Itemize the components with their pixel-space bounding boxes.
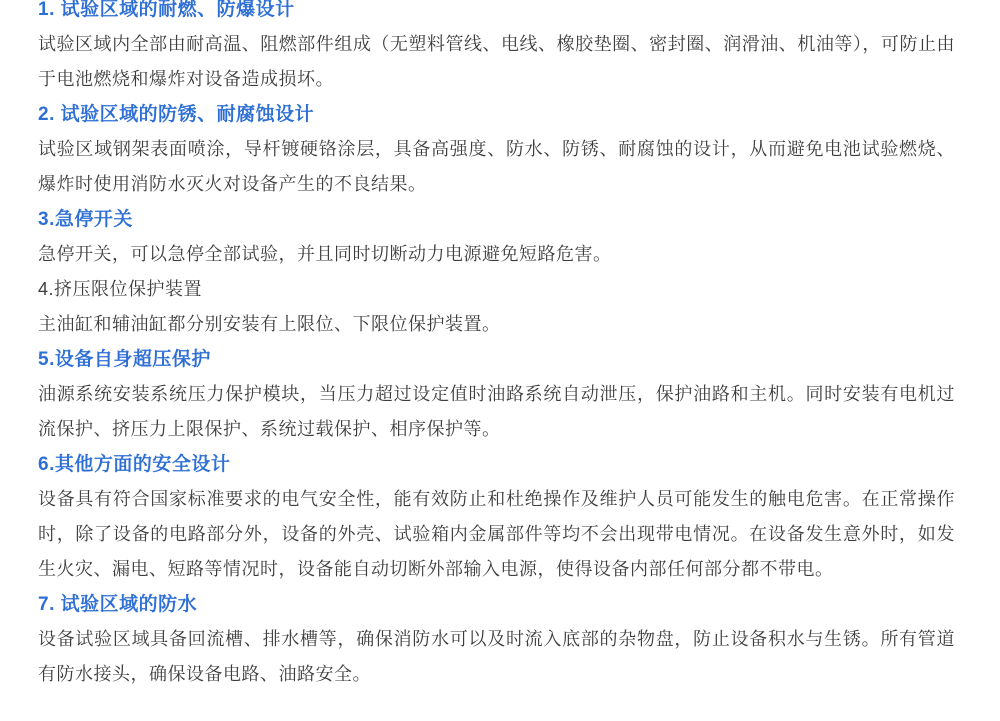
section-heading: 4.挤压限位保护装置 xyxy=(38,279,203,299)
section-other-safety-design xyxy=(38,447,955,587)
section-overpressure-protection xyxy=(38,342,955,447)
section-body: 设备试验区域具备回流槽、排水槽等，确保消防水可以及时流入底部的杂物盘，防止设备积水与生锈。所有管道有防水接头，确保设备电路、油路安全。 xyxy=(38,629,955,684)
section-heading: 5.设备自身超压保护 xyxy=(38,349,211,370)
section-crush-limit-protection xyxy=(38,272,955,342)
section-heading: 1. 试验区域的耐燃、防爆设计 xyxy=(38,0,295,20)
section-heading: 6.其他方面的安全设计 xyxy=(38,454,231,475)
section-emergency-stop xyxy=(38,202,955,272)
section-body: 主油缸和辅油缸都分别安装有上限位、下限位保护装置。 xyxy=(38,314,501,334)
section-fire-explosion-design xyxy=(38,0,955,97)
section-body: 试验区域钢架表面喷涂，导杆镀硬铬涂层，具备高强度、防水、防锈、耐腐蚀的设计，从而避免电池试验燃烧、爆炸时使用消防水灭火对设备产生的不良结果。 xyxy=(38,139,955,194)
section-heading: 2. 试验区域的防锈、耐腐蚀设计 xyxy=(38,104,315,125)
section-body: 急停开关，可以急停全部试验，并且同时切断动力电源避免短路危害。 xyxy=(38,244,612,264)
section-waterproof-design xyxy=(38,587,955,692)
section-rust-corrosion-design xyxy=(38,97,955,202)
section-body: 油源系统安装系统压力保护模块，当压力超过设定值时油路系统自动泄压，保护油路和主机。同时安装有电机过流保护、挤压力上限保护、系统过载保护、相序保护等。 xyxy=(38,384,955,439)
section-heading: 3.急停开关 xyxy=(38,209,133,230)
section-heading: 7. 试验区域的防水 xyxy=(38,594,198,615)
section-body: 试验区域内全部由耐高温、阻燃部件组成（无塑料管线、电线、橡胶垫圈、密封圈、润滑油、机油等），可防止由于电池燃烧和爆炸对设备造成损坏。 xyxy=(38,34,955,89)
section-body: 设备具有符合国家标准要求的电气安全性，能有效防止和杜绝操作及维护人员可能发生的触电危害。在正常操作时，除了设备的电路部分外，设备的外壳、试验箱内金属部件等均不会出现带电情况。在设备发生意外时，如发生火灾、漏电、短路等情况时，设备能自动切断外部输入电源，使得设备内部任何部分都不带电。 xyxy=(38,489,955,579)
document-content xyxy=(38,0,955,692)
